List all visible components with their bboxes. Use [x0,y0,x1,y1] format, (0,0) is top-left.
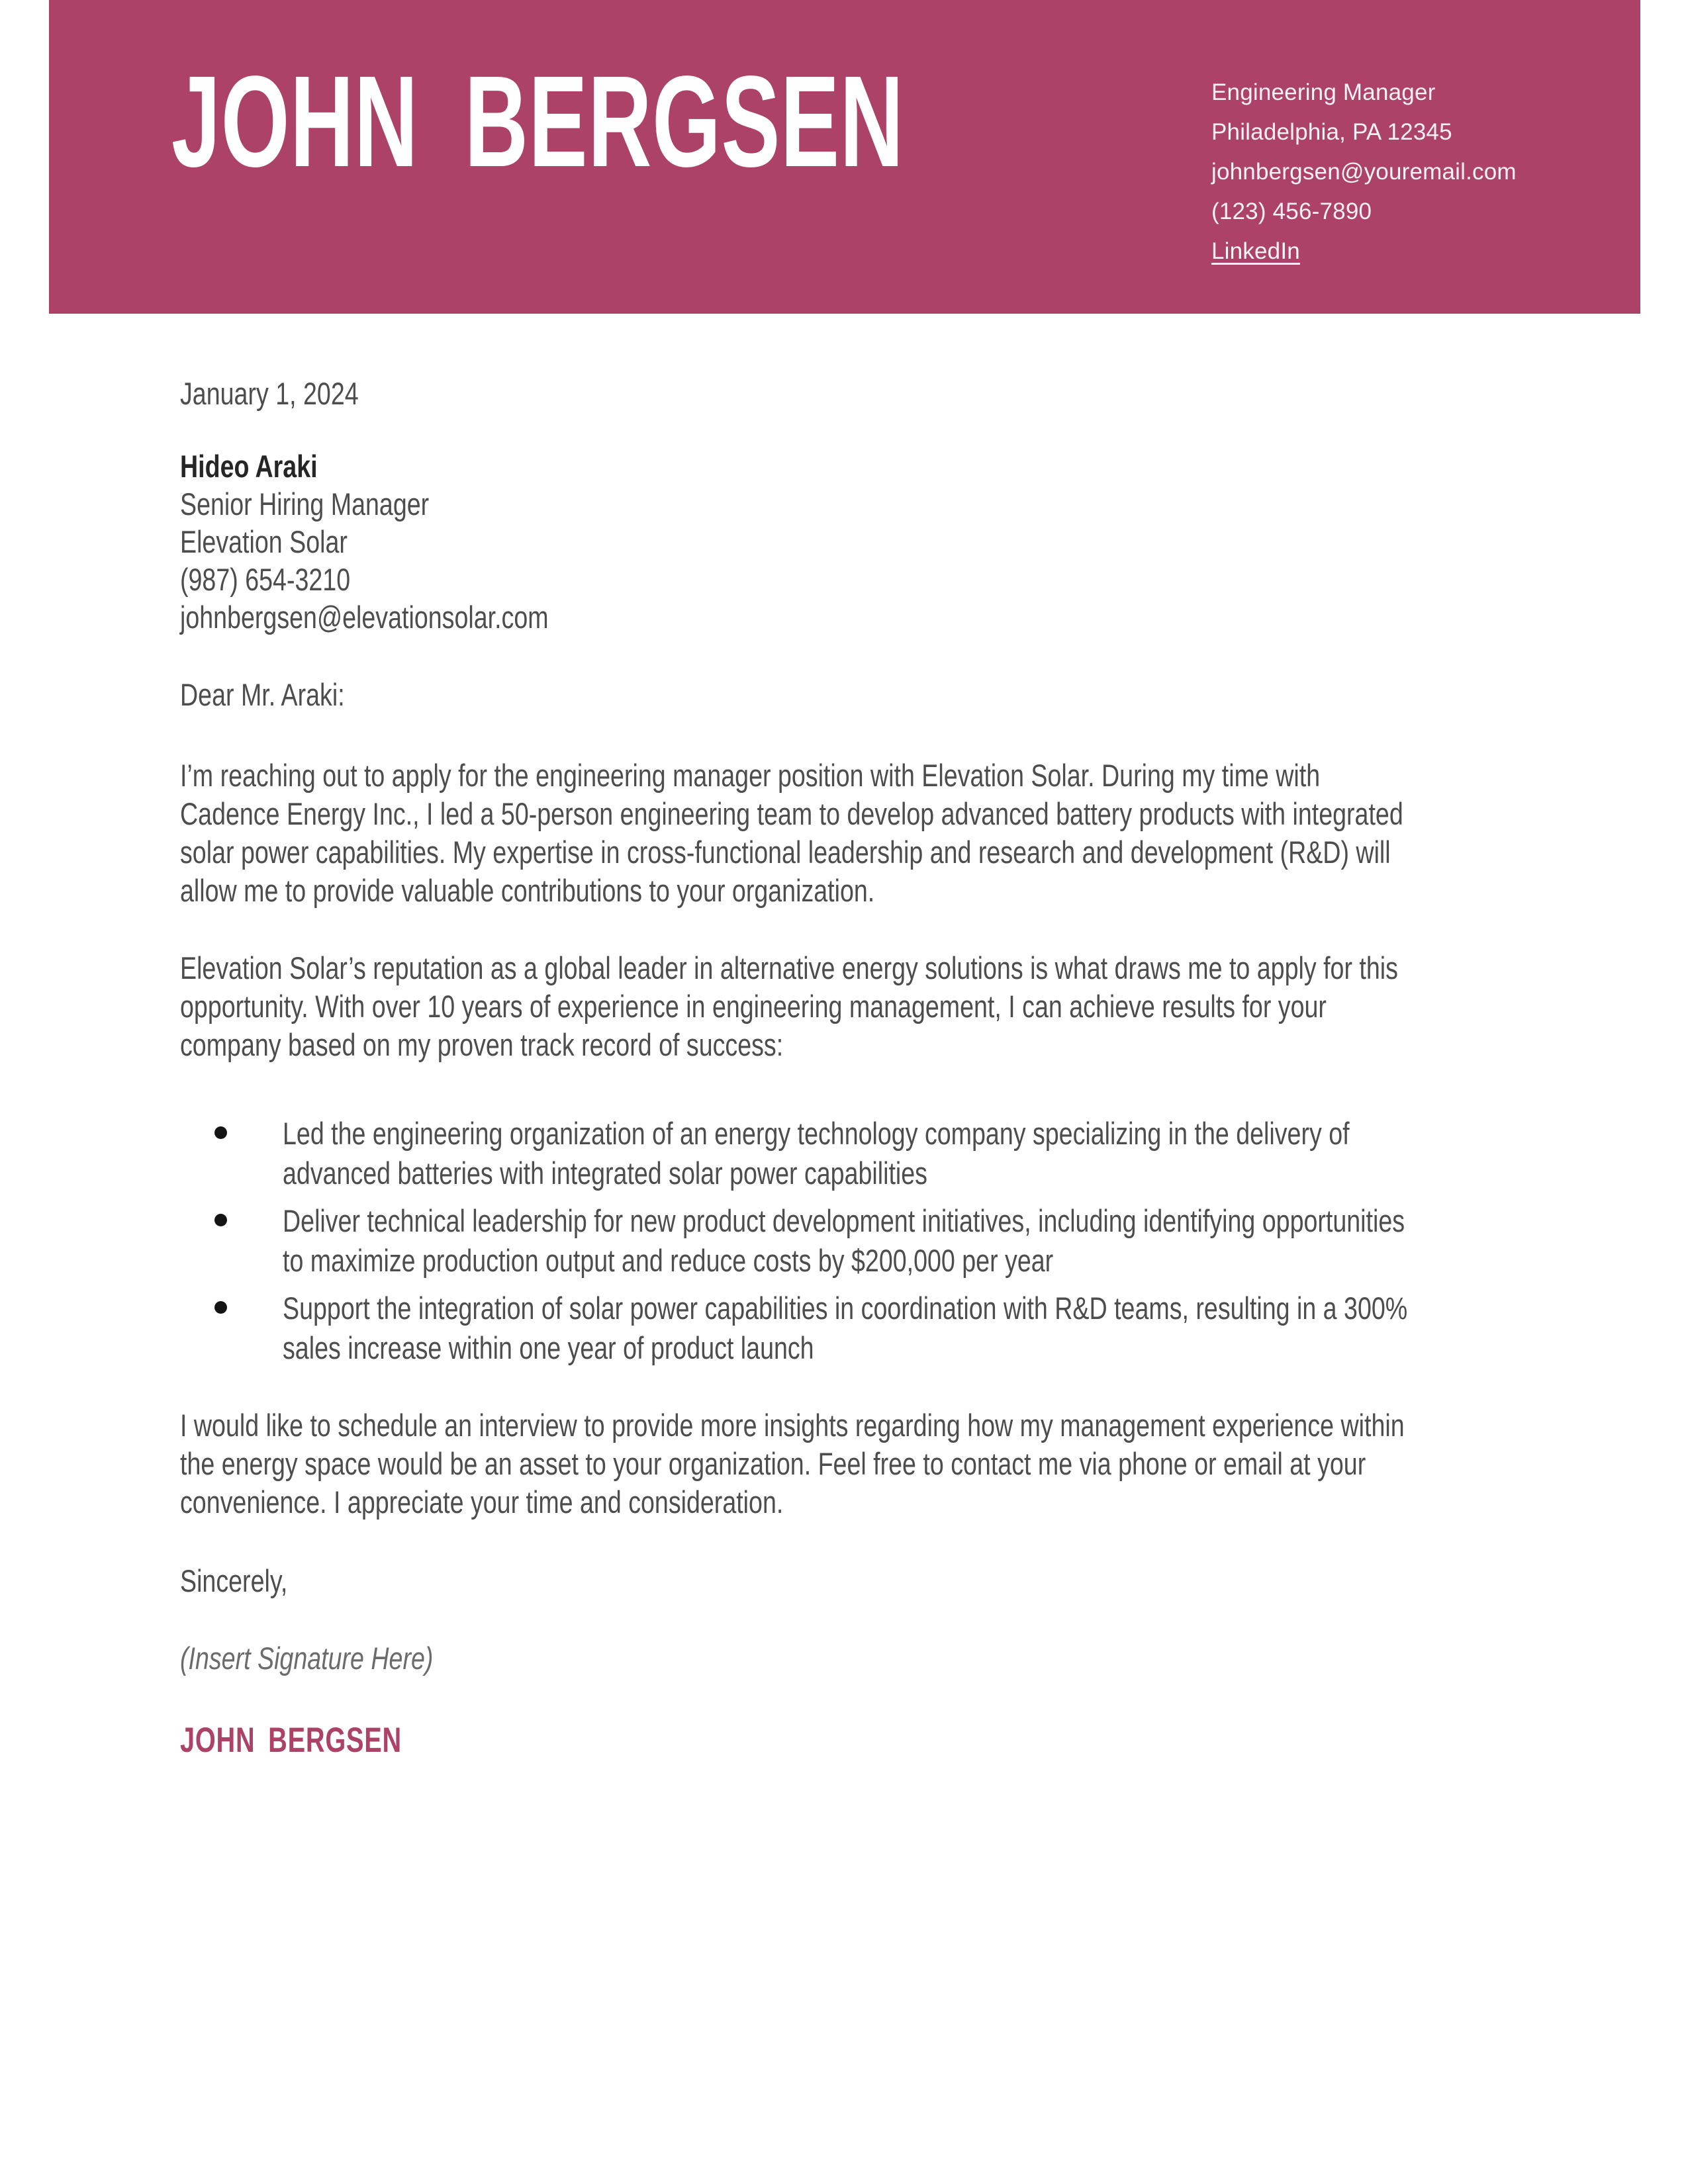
text-line: johnbergsen@elevationsolar.com [180,600,549,635]
text-line: company based on my proven track record of success: [180,1027,784,1062]
recipient-block [180,447,1386,636]
text-line: Senior Hiring Manager [180,486,430,522]
contact-phone: (123) 456-7890 [1211,199,1372,224]
intro-paragraph [180,756,1403,910]
letter-body [180,375,1688,1758]
text-line: allow me to provide valuable contributions to your organization. [180,873,875,908]
text-line: advanced batteries with integrated solar power capabilities [283,1156,927,1191]
text-line: to maximize production output and reduce costs by $200,000 per year [283,1243,1054,1278]
bullet-text [283,1289,1407,1368]
text-line: Led the engineering organization of an energy technology company specializing in the delivery of [283,1116,1350,1151]
body-paragraph [180,949,1398,1064]
closing-paragraph [180,1406,1405,1522]
bullet-dot-icon [214,1214,227,1226]
text-line: Elevation Solar [180,524,348,559]
bullet-dot-icon [214,1301,227,1314]
text-line: Hideo Araki [180,449,318,484]
text-line: convenience. I appreciate your time and consideration. [180,1484,784,1520]
bullet-text [283,1201,1407,1281]
contact-job-title: Engineering Manager [1211,79,1436,105]
text-line: sales increase within one year of product launch [283,1330,814,1365]
text-line: opportunity. With over 10 years of experience in engineering management, I can achieve results for your [180,989,1327,1024]
letter-date: January 1, 2024 [180,376,359,411]
text-line: Deliver technical leadership for new product development initiatives, including identifying opportunities [283,1203,1405,1238]
bullet-text [283,1114,1407,1193]
contact-location: Philadelphia, PA 12345 [1211,119,1452,145]
contact-email: johnbergsen@youremail.com [1211,159,1517,185]
bullet-item [180,1114,1688,1193]
text-line: the energy space would be an asset to your organization. Feel free to contact me via phone or email at your [180,1446,1366,1481]
text-line: (987) 654-3210 [180,562,351,597]
bullet-item [180,1289,1688,1368]
text-line: Support the integration of solar power capabilities in coordination with R&D teams, resulting in a 300% [283,1291,1408,1326]
text-line: solar power capabilities. My expertise in cross-functional leadership and research and development (R&D) will [180,835,1391,870]
contact-linkedin-row [1211,232,1517,271]
signature-placeholder: (Insert Signature Here) [180,1641,434,1676]
bullet-dot-icon [214,1126,227,1139]
text-line: I would like to schedule an interview to provide more insights regarding how my management experience within [180,1408,1405,1443]
header-name: JOHN BERGSEN [171,49,904,194]
text-line: I’m reaching out to apply for the engineering manager position with Elevation Solar. During my time with [180,758,1321,793]
header-contact-block [1211,73,1517,271]
header-band [49,0,1640,314]
text-line: Elevation Solar’s reputation as a global leader in alternative energy solutions is what draws me to apply for this [180,950,1398,985]
linkedin-link[interactable]: LinkedIn [1211,238,1300,264]
text-line: Cadence Energy Inc., I led a 50-person engineering team to develop advanced battery products with integrated [180,796,1403,831]
achievements-list [180,1114,1688,1368]
bullet-item [180,1201,1688,1281]
salutation: Dear Mr. Araki: [180,677,345,712]
signature-name: JOHN BERGSEN [180,1721,402,1760]
valediction: Sincerely, [180,1563,288,1598]
